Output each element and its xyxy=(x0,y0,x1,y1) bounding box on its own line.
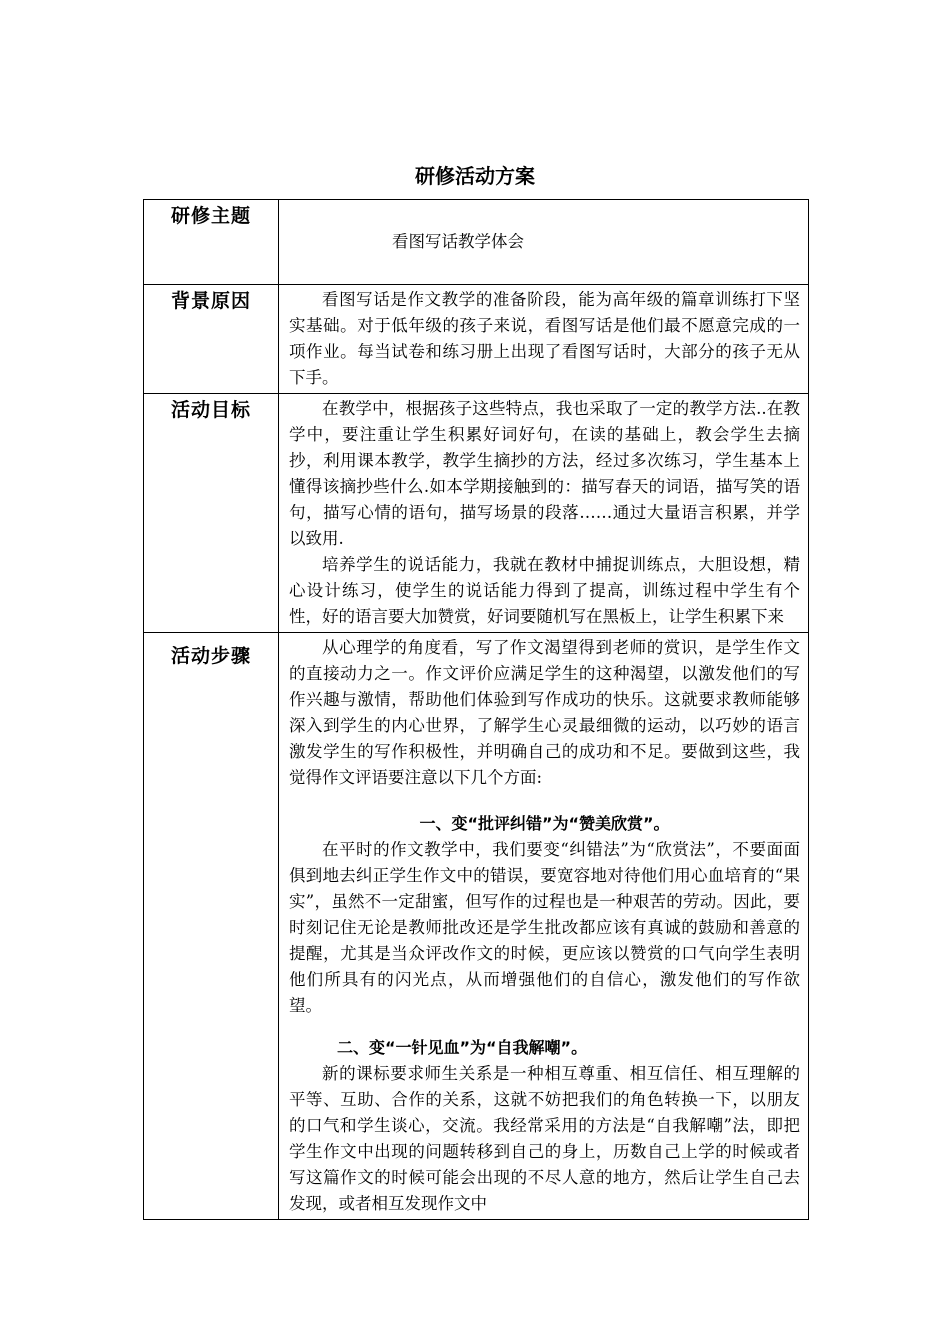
steps-heading-1: 一、变“批评纠错”为“赞美欣赏”。 xyxy=(419,814,670,833)
steps-paragraph-2: 新的课标要求师生关系是一种相互尊重、相互信任、相互理解的平等、互助、合作的关系，这就不妨把我们的角色转换一下，以朋友的口气和学生谈心，交流。我经常采用的方法是“自我解嘲”法，即把学生作文中出现的问题转移到自己的身上，历数自己上学的时候或者写这篇作文的时候可能会出现的不尽人意的地方，然后让学生自己去发现，或者相互发现作文中 xyxy=(289,1064,800,1213)
steps-content xyxy=(279,633,809,1220)
steps-label: 活动步骤 xyxy=(144,633,279,1220)
topic-label: 研修主题 xyxy=(144,200,279,285)
steps-paragraph-1: 在平时的作文教学中，我们要变“纠错法”为“欣赏法”，不要面面俱到地去纠正学生作文中的错误，要宽容地对待他们用心血培育的“果实”，虽然不一定甜蜜，但写作的过程也是一种艰苦的劳动。因此，要时刻记住无论是教师批改还是学生批改都应该有真诚的鼓励和善意的提醒，尤其是当众评改作文的时候，更应该以赞赏的口气向学生表明他们所具有的闪光点，从而增强他们的自信心，激发他们的写作欲望。 xyxy=(289,840,800,1015)
topic-value: 看图写话教学体会 xyxy=(279,200,809,285)
goal-paragraph-1: 在教学中，根据孩子这些特点，我也采取了一定的教学方法..在教学中，要注重让学生积累好词好句，在读的基础上，教会学生去摘抄，利用课本教学，教学生摘抄的方法，经过多次练习，学生基本上懂得该摘抄些什么.如本学期接触到的：描写春天的词语，描写笑的语句，描写心情的语句，描写场景的段落……通过大量语言积累，并学以致用. xyxy=(289,399,800,548)
background-paragraph: 看图写话是作文教学的准备阶段，能为高年级的篇章训练打下坚实基础。对于低年级的孩子来说，看图写话是他们最不愿意完成的一项作业。每当试卷和练习册上出现了看图写话时，大部分的孩子无从下手。 xyxy=(289,290,800,387)
background-content xyxy=(279,285,809,394)
goal-content xyxy=(279,394,809,633)
goal-paragraph-2: 培养学生的说话能力，我就在教材中捕捉训练点，大胆设想，精心设计练习，使学生的说话能力得到了提高，训练过程中学生有个性，好的语言要大加赞赏，好词要随机写在黑板上，让学生积累下来 xyxy=(289,555,800,626)
goal-label: 活动目标 xyxy=(144,394,279,633)
steps-row xyxy=(144,633,809,1220)
goal-row xyxy=(144,394,809,633)
steps-intro: 从心理学的角度看，写了作文渴望得到老师的赏识，是学生作文的直接动力之一。作文评价应满足学生的这种渴望，以激发他们的写作兴趣与激情，帮助他们体验到写作成功的快乐。这就要求教师能够深入到学生的内心世界，了解学生心灵最细微的运动，以巧妙的语言激发学生的写作积极性，并明确自己的成功和不足。要做到这些，我觉得作文评语要注意以下几个方面: xyxy=(289,638,800,787)
topic-row xyxy=(144,200,809,285)
background-row xyxy=(144,285,809,394)
document-title: 研修活动方案 xyxy=(415,164,535,188)
plan-table xyxy=(143,199,809,1220)
background-label: 背景原因 xyxy=(144,285,279,394)
steps-heading-2: 二、变“一针见血”为“自我解嘲”。 xyxy=(337,1038,588,1057)
